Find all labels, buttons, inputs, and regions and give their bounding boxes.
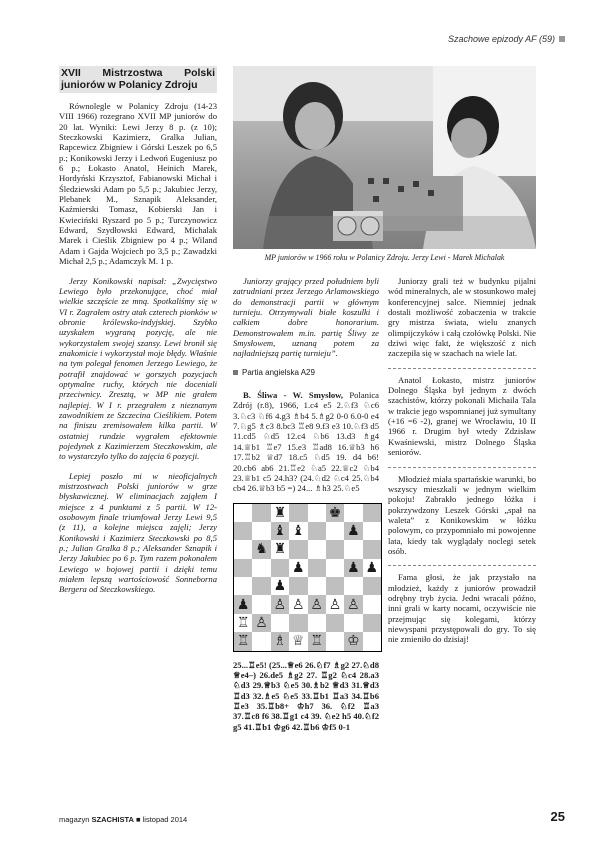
board-square: ♟ xyxy=(344,559,362,577)
board-square xyxy=(326,614,344,632)
running-title: Szachowe epizody AF (59) xyxy=(447,34,555,44)
paragraph-conditions: Młodzież miała spartańskie warunki, bo wszyscy mieszkali w jednym wielkim pokoju! Zabrakło jednego łóżka i pokrzywdzony Leszek Górski „spał na waleta” z Konikowskim w łóżku polowym, co przypomniało mi powojenne lata, kiedy tak wyglądały noclegi setek osób. xyxy=(388,467,536,557)
photo-image xyxy=(233,66,536,249)
board-square xyxy=(326,577,344,595)
board-square: ♟ xyxy=(289,559,307,577)
board-square: ♟ xyxy=(363,559,381,577)
board-square: ♟ xyxy=(271,577,289,595)
board-square xyxy=(252,595,270,613)
board-square: ♝ xyxy=(289,522,307,540)
board-square: ♔ xyxy=(344,632,362,650)
board-square xyxy=(289,614,307,632)
board-square xyxy=(308,559,326,577)
board-square: ♖ xyxy=(234,632,252,650)
board-square: ♝ xyxy=(271,522,289,540)
footer xyxy=(59,809,565,824)
board-square xyxy=(234,522,252,540)
board-square: ♙ xyxy=(289,595,307,613)
board-square: ♕ xyxy=(289,632,307,650)
board-square xyxy=(344,540,362,558)
paragraph-quote-1: Jerzy Konikowski napisał: „Zwycięstwo Lewiego było przekonujące, choć miał wielkie szczęście ze mną. Spotkaliśmy się w VI r. Zagrałem ostry atak czterech pionków w obronie królewsko-indyjskiej. Szybko uzyskałem wygraną pozycję, ale nie wykorzystałem swojej szansy. Lewi bronił się znakomicie i wykorzystał moje błędy. Właśnie na tym polegał fenomen Jerzego Lewiego, że potrafił znajdować w gorszych pozycjach optymalne ruchy, których nie doceniali przeciwnicy. Zresztą, w MP nie grałem najlepiej. W I r. przegrałem z nieznanym zawodnikiem ze Szczecina Cieślikiem. Potem na finiszu zremisowałem kilka partii. W ostatniej rundzie wygrałem efektownie pojedynek z Kazimierzem Steczkowskim, ale to wystarczyło tylko do zajęcia 6 pozycji. xyxy=(59,275,217,462)
board-square xyxy=(234,559,252,577)
article-title: XVII Mistrzostwa Polski juniorów w Polanicy Zdroju xyxy=(61,67,215,91)
paragraph-lokasto: Anatol Łokasto, mistrz juniorów Dolnego Śląska był jednym z dwóch szachistów, którzy pokonali Michaila Tala w trakcie jego wspomnianej już symultany (+16 =6 -2), granej we Wrocławiu, 10 II 1966 r. Drugim był wtedy Zdzisław Kwaśniewski, mistrz Dolnego Śląska seniorów. xyxy=(388,368,536,458)
board-square xyxy=(308,577,326,595)
board-square xyxy=(363,614,381,632)
board-square: ♜ xyxy=(271,504,289,522)
game-players: B. Śliwa - W. Smysłow, xyxy=(243,390,344,401)
bullet-square-icon xyxy=(233,370,238,375)
board-square: ♙ xyxy=(271,595,289,613)
game-moves: Polanica Zdrój (r.8), 1966, 1.c4 e5 2.♘f3 ♘c6 3.♘c3 ♘f6 4.g3 ♗b4 5.♗g2 0-0 6.0-0 e4 7.♘g5 ♗c3 8.bc3 ♖e8 9.f3 e3 10.♘f3 d5 11.cd5 ♘d5 12.c4 ♘b6 13.d3 ♗g4 14.♕b1 ♖e7 15.e3 ♖ad8 16.♕b3 h6 17.♖b2 ♕d7 18.c5 ♘d5 19. d4 b6! 20.cb6 ab6 21.♖e2 ♘a5 22.♕c2 ♘b4 23.♕b1 c5 24.h3? (24.♘d2 ♘c4 25.♘b4 cb4 26.♕b3 b5 =) 24... ♗h3 25.♘e5 xyxy=(233,390,379,494)
board-square xyxy=(308,614,326,632)
photo xyxy=(233,66,536,249)
paragraph-juniors: Juniorzy grający przed południem byli zatrudniani przez Jerzego Arlamowskiego do demonstracji partii w głównym turnieju. Otrzymywali białe koszulki i całkiem dobre honorarium. Demonstrowałem m.in. partię Śliwy ze Smysłowem, uznaną potem za najładniejszą partię turnieju”. xyxy=(233,276,379,359)
chess-diagram xyxy=(233,503,382,652)
board-square: ♟ xyxy=(234,595,252,613)
board-square: ♜ xyxy=(271,540,289,558)
board-square: ♚ xyxy=(326,504,344,522)
board-square: ♙ xyxy=(344,595,362,613)
paragraph-venue: Juniorzy grali też w budynku pijalni wód mineralnych, ale w stosunkowo małej konferencyjnej salce. Niemniej jednak dostali możliwość zobaczenia w trakcie gry mistrza świata, wielu znanych olimpijczyków i całą czołówkę Polski. Nie dziwi więc fakt, że większość z nich zaczepiła się w szachach na wiele lat. xyxy=(388,276,536,359)
column-1 xyxy=(59,66,217,604)
board-square xyxy=(252,504,270,522)
paragraph-fama: Fama głosi, że jak przystało na młodzież, każdy z juniorów prowadził odrębny tryb życia. Jedni wracali późno, inni grali w karty nocami, oczywiście nie przejmując się kolegami, którzy niewyspani przystępowali do gry. To się nie zmieniło do dzisiaj! xyxy=(388,565,536,644)
board-square: ♙ xyxy=(308,595,326,613)
board-square xyxy=(289,504,307,522)
board-square xyxy=(271,614,289,632)
board-square xyxy=(363,504,381,522)
paragraph-results: Równolegle w Polanicy Zdroju (14-23 VIII 1966) rozegrano XVII MP juniorów do 20 lat. Wyniki: Lewi Jerzy 8 p. (z 10); Steczkowski Kazimierz, Gralka Julian, Rapcewicz Zbigniew i Górski Leszek po 6,5 p.; Konikowski Jerzy i Ledwoń Eugeniusz po 6 p.; Łokasto Anatol, Heinich Marek, Hordyński Krzysztof, Fabianowski Michał i Śledziewski Adam po 5,5 p.; Jakubiec Jerzy, Plebanek M., Sznapik Aleksander, Kaźmierski Tomasz, Kobierski Jan i Kwieciński Ryszard po 5 p.; Turczynowicz Edward, Szydłowski Edward, Michalak Marek i Cieślik Zbigniew po 4 p.; Wiland Adam i Gajda Wojciech po 3,5 p.; Zawadzki Michał 2,5 p.; Adamczyk M. 1 p. xyxy=(59,101,217,267)
board-square xyxy=(252,632,270,650)
board-square xyxy=(344,614,362,632)
board-square xyxy=(363,595,381,613)
opening-name: Partia angielska A29 xyxy=(242,367,315,377)
game-moves-continued: 25...♖e5! (25...♕e6 26.♘f7 ♗g2 27.♘d8 ♕e4–) 26.de5 ♗g2 27. ♖g2 ♘c4 28.a3 ♘d3 29.♕b3 ♘e5 30.♗b2 ♕d3 31.♕d3 ♖d3 32.♗e5 ♘e5 33.♖b1 ♖a3 34.♖b6 ♖e3 35.♖b8+ ♔h7 36. ♘f2 ♖a3 37.♖c8 f6 38.♖g1 c4 39. ♘e2 h5 40.♘f2 g5 41.♖b1 ♔g6 42.♖b6 ♔f5 0-1 xyxy=(233,659,379,732)
board-square xyxy=(308,540,326,558)
footer-magazine: magazyn SZACHISTA ■ listopad 2014 xyxy=(59,815,188,824)
header-square-icon xyxy=(559,36,565,42)
board-square xyxy=(289,577,307,595)
board-square xyxy=(326,632,344,650)
board-square xyxy=(363,522,381,540)
board-square xyxy=(363,577,381,595)
board-square xyxy=(271,559,289,577)
board-square: ♟ xyxy=(344,522,362,540)
board-square xyxy=(252,577,270,595)
column-3 xyxy=(388,276,536,654)
column-2 xyxy=(233,276,379,741)
game-score xyxy=(233,390,379,493)
board-square: ♖ xyxy=(234,614,252,632)
board-square: ♗ xyxy=(271,632,289,650)
board-square: ♖ xyxy=(308,632,326,650)
board-square xyxy=(308,504,326,522)
board-square xyxy=(344,504,362,522)
board-square: ♞ xyxy=(252,540,270,558)
board-square xyxy=(252,522,270,540)
board-square xyxy=(234,504,252,522)
board-square xyxy=(363,540,381,558)
running-header xyxy=(448,34,565,44)
paragraph-quote-2: Lepiej poszło mi w nieoficjalnych mistrzostwach Polski juniorów w grze błyskawicznej. W eliminacjach zająłem I miejsce z 4 punktami z 5 partii. W 12-osobowym finale triumfował Jerzy Lewi 9,5 (z 11), a kolejne miejsca zajęli; Jerzy Konikowski i Kazimierz Steczkowski po 8,5 p.; Julian Gralka 8 p.; Aleksander Sznapik i Jerzy Jakubiec po 6 p. Tym razem pokonałem Lewiego w bojowej partii i dzięki temu miałem lepszą wartościowość Sonneborna Bergera od Steczkowskiego. xyxy=(59,470,217,595)
page-number: 25 xyxy=(550,809,565,824)
board-square xyxy=(234,540,252,558)
photo-caption: MP juniorów w 1966 roku w Polanicy Zdroju. Jerzy Lewi - Marek Michalak xyxy=(264,253,505,262)
board-square xyxy=(308,522,326,540)
board-square xyxy=(326,522,344,540)
board-square xyxy=(326,559,344,577)
board-square xyxy=(289,540,307,558)
board-square: ♙ xyxy=(252,614,270,632)
board-square xyxy=(234,577,252,595)
game-opening-label xyxy=(233,368,379,378)
board-square xyxy=(344,577,362,595)
board-square xyxy=(252,559,270,577)
board-square xyxy=(326,540,344,558)
board-square xyxy=(363,632,381,650)
board-square: ♙ xyxy=(326,595,344,613)
